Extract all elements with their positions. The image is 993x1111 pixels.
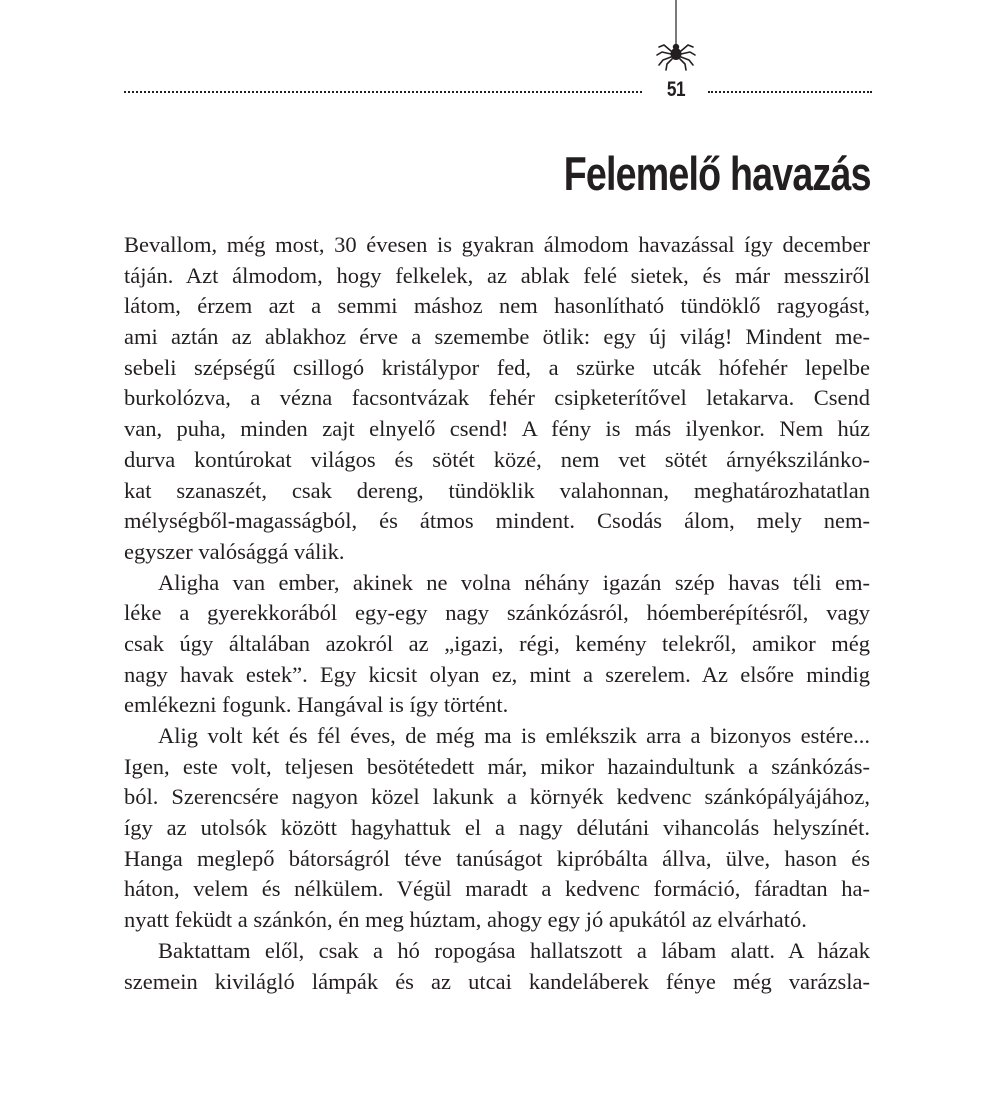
text-line: Bevallom, még most, 30 évesen is gyakran álmodom havazással így december — [124, 232, 870, 257]
text-line: ami aztán az ablakhoz érve a szemembe ötlik: egy új világ! Mindent me- — [124, 324, 870, 350]
text-line: egyszer valósággá válik. — [124, 538, 345, 564]
text-line: léke a gyerekkorából egy-egy nagy szánkózásról, hóemberépítésről, vagy — [124, 600, 870, 626]
text-line: csak úgy általában azokról az „igazi, régi, kemény telekről, amikor még — [124, 630, 870, 656]
text-line: nagy havak estek”. Egy kicsit olyan ez, mint a szerelem. Az elsőre mindig — [124, 661, 870, 687]
text-line: látom, érzem azt a semmi máshoz nem hasonlítható tündöklő ragyogást, — [124, 293, 870, 319]
text-line: Hanga meglepő bátorságról téve tanúságot kipróbálta állva, ülve, hason és — [124, 845, 870, 871]
text-line: kat szanaszét, csak dereng, tündöklik valahonnan, meghatározhatatlan — [124, 477, 870, 503]
text-line: sebeli szépségű csillogó kristálypor fed, a szürke utcák hófehér lepelbe — [124, 354, 870, 380]
text-line: mélységből-magasságból, és átmos mindent. Csodás álom, mely nem- — [124, 508, 870, 534]
text-line: nyatt feküdt a szánkón, én meg húztam, ahogy egy jó apukától az elvárható. — [124, 907, 807, 933]
text-line: táján. Azt álmodom, hogy felkelek, az ablak felé sietek, és már messziről — [124, 262, 870, 288]
text-line: burkolózva, a vézna facsontvázak fehér csipketerítővel letakarva. Csend — [124, 385, 870, 411]
spider-icon — [652, 0, 700, 75]
text-line: Baktattam elől, csak a hó ropogása hallatszott a lábam alatt. A házak — [158, 937, 870, 963]
text-line: így az utolsók között hagyhattuk el a nagy délutáni vihancolás helyszínét. — [124, 815, 870, 841]
text-line: ból. Szerencsére nagyon közel lakunk a környék kedvenc szánkópályájához, — [124, 784, 870, 810]
text-line: Aligha van ember, akinek ne volna néhány igazán szép havas téli em- — [158, 569, 870, 595]
text-line: durva kontúrokat világos és sötét közé, nem vet sötét árnyékszilánko- — [124, 446, 870, 472]
text-line: Alig volt két és fél éves, de még ma is emlékszik arra a bizonyos estére... — [158, 723, 870, 748]
text-line: van, puha, minden zajt elnyelő csend! A fény is más ilyenkor. Nem húz — [124, 416, 870, 442]
text-line: Igen, este volt, teljesen besötétedett már, mikor hazaindultunk a szánkózás- — [124, 753, 870, 779]
text-line: háton, velem és nélkülem. Végül maradt a kedvenc formáció, fáradtan ha- — [124, 876, 870, 902]
header-rule-right — [708, 91, 872, 93]
text-line: szemein kivilágló lámpák és az utcai kandeláberek fénye még varázsla- — [124, 968, 870, 994]
chapter-title: Felemelő havazás — [564, 147, 871, 200]
text-line: emlékezni fogunk. Hangával is így történt. — [124, 692, 509, 718]
header-rule-left — [124, 91, 642, 93]
page-number: 51 — [666, 78, 686, 101]
body-text — [124, 230, 870, 997]
